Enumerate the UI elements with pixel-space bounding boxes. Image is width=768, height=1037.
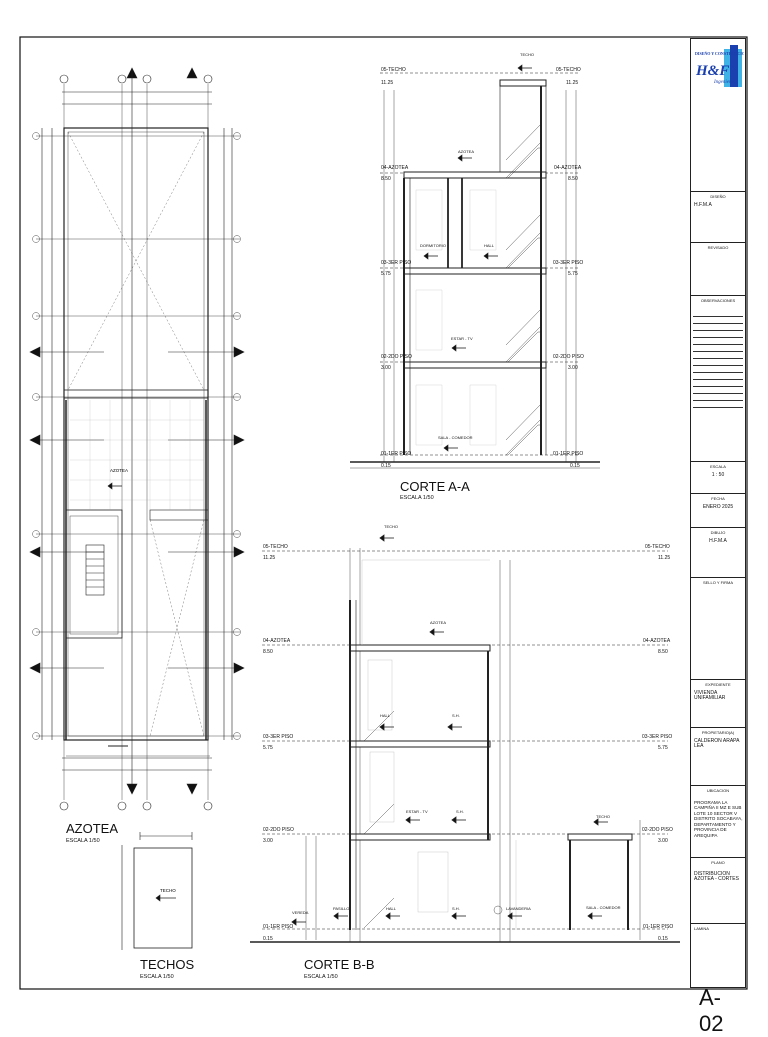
azotea-scale: ESCALA 1/50 — [66, 838, 100, 844]
sello-cell — [691, 577, 745, 677]
plano-value: DISTRIBUCION AZOTEA - CORTES — [694, 870, 739, 882]
azotea-title: AZOTEA — [66, 821, 119, 836]
title-block — [690, 38, 746, 1036]
corte-aa-title: CORTE A-A — [400, 479, 470, 494]
level-name: 05-TECHO — [263, 544, 288, 550]
room-label: S.H. — [452, 906, 460, 911]
level-name: 01-1ER PISO — [263, 924, 294, 930]
corte-bb-rooms — [292, 524, 621, 915]
level-value: 5.75 — [568, 271, 578, 277]
level-name: 01-1ER PISO — [643, 924, 674, 930]
room-label: DORMITORIO — [420, 243, 446, 248]
corte-aa-section — [350, 65, 600, 468]
level-value: 3.00 — [381, 365, 391, 371]
room-label: HALL — [484, 243, 495, 248]
dibujo-cell — [691, 527, 745, 567]
techos-title: TECHOS — [140, 957, 195, 972]
room-label: ESTAR - TV — [451, 336, 473, 341]
level-value: 0.15 — [381, 463, 391, 469]
diseno-value: H.F.M.A — [694, 201, 712, 208]
room-label: HALL — [386, 906, 397, 911]
diseno-cell — [691, 191, 745, 231]
escala-cell — [691, 461, 745, 489]
sello-label: SELLO Y FIRMA — [702, 580, 734, 585]
dibujo-value: H.F.M.A — [709, 537, 727, 544]
logo-top-text: DISEÑO Y CONSTRUCCION — [695, 51, 744, 56]
level-value: 11.25 — [263, 555, 276, 561]
level-value: 3.00 — [568, 365, 578, 371]
ubicacion-value: PROGRAMA LA CAMPIÑA II MZ E SUB LOTE 10 SECTOR V DISTRITO SOCABAYA, DEPARTAMENTO Y PROVINCIA DE AREQUIPA — [694, 799, 743, 839]
logo-sub-text: Ingenieros — [714, 80, 736, 85]
expediente-value: VIVIENDA UNIFAMILIAR — [694, 689, 726, 701]
observaciones-cell — [691, 295, 745, 455]
revisado-label: REVISADO — [707, 245, 729, 250]
corte-aa-scale: ESCALA 1/50 — [400, 495, 434, 501]
fecha-label: FECHA — [711, 496, 725, 501]
observaciones-label: OBSERVACIONES — [700, 298, 736, 303]
logo-main-text: H&F — [696, 63, 730, 79]
expediente-cell — [691, 679, 745, 721]
revisado-cell — [691, 242, 745, 292]
room-label: SALA - COMEDOR — [586, 905, 621, 910]
level-value: 0.15 — [658, 936, 668, 942]
room-label: S.H. — [452, 713, 460, 718]
level-name: 03-3ER PISO — [553, 260, 584, 266]
level-value: 8.50 — [263, 649, 273, 655]
level-name: 04-AZOTEA — [381, 165, 409, 171]
lamina-label: LAMINA — [694, 926, 709, 931]
level-name: 03-3ER PISO — [642, 734, 673, 740]
room-label: SALA - COMEDOR — [438, 435, 473, 440]
techos-plan — [122, 832, 192, 950]
corte-bb-section — [250, 535, 680, 942]
level-value: 11.25 — [658, 555, 671, 561]
escala-label: ESCALA — [710, 464, 726, 469]
level-value: 11.25 — [566, 80, 579, 86]
propietario-cell — [691, 727, 745, 777]
level-name: 01-1ER PISO — [553, 451, 584, 457]
level-name: 02-2DO PISO — [642, 827, 673, 833]
plano-cell — [691, 857, 745, 917]
level-value: 8.50 — [381, 176, 391, 182]
level-value: 8.50 — [568, 176, 578, 182]
room-label: LAVANDERIA — [506, 906, 531, 911]
ubicacion-label: UBICACION — [706, 788, 730, 793]
room-label: VEREDA — [292, 910, 309, 915]
propietario-value: CALDERON ARAPA LEA — [694, 737, 740, 749]
level-value: 0.15 — [570, 463, 580, 469]
room-label: AZOTEA — [458, 149, 475, 154]
ubicacion-cell — [691, 785, 745, 855]
room-label: PASILLO — [333, 906, 350, 911]
plano-label: PLANO — [711, 860, 725, 865]
level-value: 3.00 — [263, 838, 273, 844]
lamina-cell — [691, 923, 745, 987]
level-name: 04-AZOTEA — [643, 638, 671, 644]
level-value: 8.50 — [658, 649, 668, 655]
level-value: 5.75 — [263, 745, 273, 751]
level-name: 02-2DO PISO — [263, 827, 294, 833]
room-label: ESTAR - TV — [406, 809, 428, 814]
dibujo-label: DIBUJO — [710, 530, 726, 535]
level-value: 5.75 — [381, 271, 391, 277]
level-name: 05-TECHO — [556, 67, 581, 73]
level-name: 03-3ER PISO — [263, 734, 294, 740]
room-label: S.H. — [456, 809, 464, 814]
corte-bb-title: CORTE B-B — [304, 957, 375, 972]
fecha-value: ENERO 2025 — [702, 503, 734, 510]
room-label: AZOTEA — [430, 620, 447, 625]
level-name: 02-2DO PISO — [553, 354, 584, 360]
level-name: 05-TECHO — [645, 544, 670, 550]
level-name: 02-2DO PISO — [381, 354, 412, 360]
company-logo — [694, 43, 744, 91]
lamina-value: A-02 — [699, 985, 724, 1036]
level-name: 01-1ER PISO — [381, 451, 412, 457]
level-value: 11.25 — [381, 80, 394, 86]
azotea-plan — [30, 68, 244, 810]
corte-bb-scale: ESCALA 1/50 — [304, 974, 338, 980]
level-name: 05-TECHO — [381, 67, 406, 73]
escala-value: 1 : 50 — [711, 471, 725, 478]
room-label: HALL — [380, 713, 391, 718]
level-value: 5.75 — [658, 745, 668, 751]
azotea-plan-label: AZOTEA — [110, 468, 129, 473]
level-value: 0.15 — [263, 936, 273, 942]
room-label: TECHO — [596, 814, 610, 819]
diseno-label: DISEÑO — [710, 194, 726, 199]
corte-aa-rooms — [420, 52, 534, 440]
level-name: 04-AZOTEA — [554, 165, 582, 171]
techos-scale: ESCALA 1/50 — [140, 974, 174, 980]
observaciones-lines — [693, 310, 743, 408]
level-name: 03-3ER PISO — [381, 260, 412, 266]
room-label: TECHO — [384, 524, 398, 529]
expediente-label: EXPEDIENTE — [705, 682, 731, 687]
propietario-label: PROPIETARIO(A) — [701, 730, 735, 735]
techos-plan-label: TECHO — [160, 888, 176, 893]
fecha-cell — [691, 493, 745, 523]
logo-mark — [694, 43, 744, 91]
room-label: TECHO — [520, 52, 534, 57]
level-name: 04-AZOTEA — [263, 638, 291, 644]
level-value: 3.00 — [658, 838, 668, 844]
